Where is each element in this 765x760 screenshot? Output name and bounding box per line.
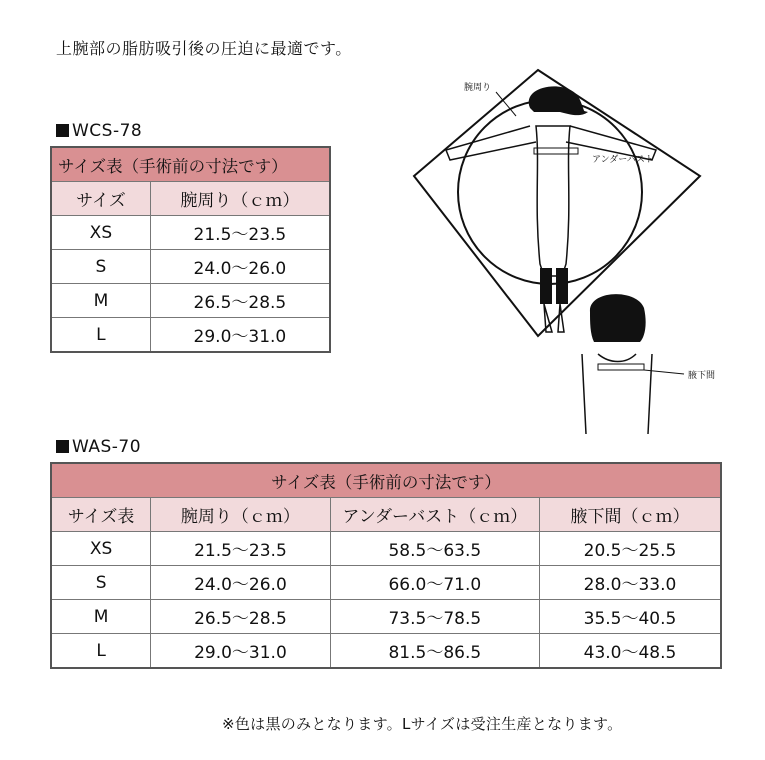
table-cell: 66.0～71.0 <box>330 566 539 600</box>
table-cell: 24.0～26.0 <box>150 250 330 284</box>
was-table-title: サイズ表（手術前の寸法です） <box>51 463 721 498</box>
wcs-model-name: WCS-78 <box>72 121 143 141</box>
underarm-band <box>598 364 644 370</box>
wcs-header-arm: 腕周り（ｃｍ） <box>150 182 330 216</box>
table-row <box>51 600 721 634</box>
measurement-figure <box>410 64 716 444</box>
was-header-underarm: 腋下間（ｃｍ） <box>540 498 722 532</box>
back-hair <box>590 294 646 342</box>
table-cell: 81.5～86.5 <box>330 634 539 669</box>
table-cell: 29.0～31.0 <box>151 634 330 669</box>
table-cell: 26.5～28.5 <box>151 600 330 634</box>
underbust-measure-label: アンダーバスト <box>592 155 654 165</box>
underarm-measure-label: 腋下間 <box>688 371 716 381</box>
underbust-band <box>534 148 578 154</box>
arm-measure-label: 腕周り <box>464 83 492 93</box>
table-row <box>51 532 721 566</box>
table-cell: 21.5～23.5 <box>151 532 330 566</box>
was-header-arm: 腕周り（ｃｍ） <box>151 498 330 532</box>
table-row <box>51 318 330 353</box>
table-cell: 26.5～28.5 <box>150 284 330 318</box>
table-cell: 28.0～33.0 <box>540 566 722 600</box>
was-size-table <box>50 462 722 669</box>
table-cell: XS <box>51 216 150 250</box>
front-legs <box>540 268 568 304</box>
back-torso <box>582 354 652 434</box>
was-header-underbust: アンダーバスト（ｃｍ） <box>330 498 539 532</box>
table-cell: S <box>51 566 151 600</box>
table-cell: 21.5～23.5 <box>150 216 330 250</box>
table-row <box>51 250 330 284</box>
table-row <box>51 634 721 669</box>
table-cell: 43.0～48.5 <box>540 634 722 669</box>
was-header-size: サイズ表 <box>51 498 151 532</box>
wcs-header-size: サイズ <box>51 182 150 216</box>
table-cell: L <box>51 318 150 353</box>
table-cell: XS <box>51 532 151 566</box>
table-cell: 73.5～78.5 <box>330 600 539 634</box>
table-cell: 29.0～31.0 <box>150 318 330 353</box>
table-row <box>51 216 330 250</box>
table-cell: M <box>51 284 150 318</box>
square-bullet-icon <box>56 124 69 137</box>
table-cell: L <box>51 634 151 669</box>
table-row <box>51 566 721 600</box>
table-cell: 20.5～25.5 <box>540 532 722 566</box>
table-cell: 24.0～26.0 <box>151 566 330 600</box>
wcs-size-table <box>50 146 331 353</box>
underarm-label-leader <box>644 370 684 374</box>
square-bullet-icon <box>56 440 69 453</box>
table-row <box>51 284 330 318</box>
table-cell: 35.5～40.5 <box>540 600 722 634</box>
table-cell: S <box>51 250 150 284</box>
wcs-model-label <box>56 121 142 141</box>
wcs-table-title: サイズ表（手術前の寸法です） <box>51 147 330 182</box>
intro-text: 上腕部の脂肪吸引後の圧迫に最適です。 <box>56 39 352 58</box>
front-hair <box>529 86 588 115</box>
table-cell: 58.5～63.5 <box>330 532 539 566</box>
was-model-label <box>56 437 141 457</box>
arm-circle <box>458 100 642 284</box>
was-model-name: WAS-70 <box>72 437 142 457</box>
table-cell: M <box>51 600 151 634</box>
footnote: ※色は黒のみとなります。Lサイズは受注生産となります。 <box>222 715 623 733</box>
